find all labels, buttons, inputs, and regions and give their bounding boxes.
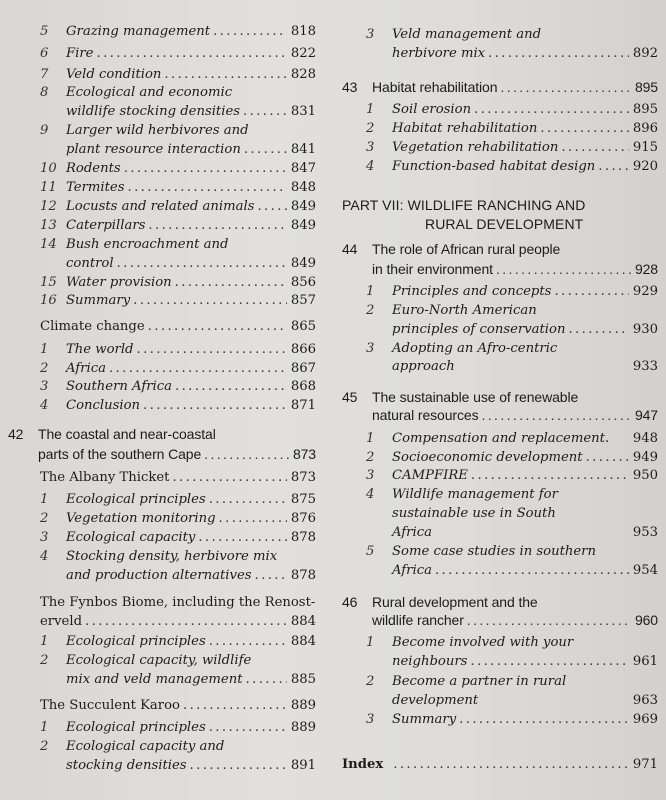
toc-section: Climate change ..... 865 <box>40 318 316 336</box>
toc-entry-line1: 14 Bush encroachment and <box>40 237 229 252</box>
toc-entry: principles of conservation ..... 930 <box>366 321 658 339</box>
part-heading-line2: RURAL DEVELOPMENT <box>425 216 584 232</box>
toc-entry: plant resource interaction ..... 841 <box>40 141 316 159</box>
toc-entry: development 963 <box>392 693 658 708</box>
toc-entry: 2 Socioeconomic development ..... 949 <box>366 449 658 467</box>
toc-entry: 3 Southern Africa ..... 868 <box>40 378 316 396</box>
toc-entry-line1: 4 Stocking density, herbivore mix <box>40 549 278 564</box>
toc-entry-line2: sustainable use in South <box>392 506 556 521</box>
toc-entry: 1 Principles and concepts ..... 929 <box>366 283 658 301</box>
chapter-heading-line1: 45 The sustainable use of renewable <box>342 389 579 405</box>
chapter-heading-line1: 44 The role of African rural people <box>342 241 561 257</box>
toc-entry-line1: 1 Become involved with your <box>366 635 574 650</box>
toc-entry: 1 Compensation and replacement. 948 <box>366 431 658 446</box>
toc-entry-line1: 2 Become a partner in rural <box>366 674 567 689</box>
toc-entry-line1: 2 Ecological capacity and <box>40 739 225 754</box>
toc-section: The Succulent Karoo ..... 889 <box>40 697 316 715</box>
toc-entry: 1 Ecological principles ..... 875 <box>40 491 316 509</box>
toc-entry: 1 Ecological principles ..... 889 <box>40 719 316 737</box>
toc-entry: neighbours ..... 961 <box>366 653 658 671</box>
toc-entry-line1: 9 Larger wild herbivores and <box>40 123 249 138</box>
toc-entry: 5 Grazing management ..... 818 <box>40 23 316 41</box>
toc-entry: and production alternatives ..... 878 <box>40 567 316 585</box>
toc-entry-line1: 2 Ecological capacity, wildlife <box>40 653 252 668</box>
toc-section-line1: The Fynbos Biome, including the Renost- <box>40 595 316 610</box>
toc-entry: control ..... 849 <box>40 255 316 273</box>
toc-entry: 3 Ecological capacity ..... 878 <box>40 529 316 547</box>
toc-entry: 3 CAMPFIRE ..... 950 <box>366 467 658 485</box>
chapter-heading: in their environment ..... 928 <box>342 260 658 278</box>
toc-entry: 1 The world ..... 866 <box>40 341 316 359</box>
chapter-heading: 43 Habitat rehabilitation ..... 895 <box>342 78 658 96</box>
toc-section: erveld ..... 884 <box>40 613 316 631</box>
toc-entry: 10 Rodents ..... 847 <box>40 160 316 178</box>
toc-entry: 2 Habitat rehabilitation ..... 896 <box>366 120 658 138</box>
toc-entry: 11 Termites ..... 848 <box>40 179 316 197</box>
chapter-heading: wildlife rancher ..... 960 <box>342 611 658 629</box>
toc-entry: 16 Summary ..... 857 <box>40 292 316 310</box>
toc-entry: stocking densities ..... 891 <box>40 757 316 775</box>
toc-entry: Africa 953 <box>392 525 658 540</box>
part-heading: PART VII: WILDLIFE RANCHING AND <box>342 197 586 213</box>
chapter-heading: parts of the southern Cape ..... 873 <box>8 445 316 463</box>
toc-entry: 12 Locusts and related animals ..... 849 <box>40 198 316 216</box>
toc-entry: 1 Ecological principles ..... 884 <box>40 633 316 651</box>
toc-entry: approach 933 <box>392 359 658 374</box>
toc-entry: 6 Fire ..... 822 <box>40 45 316 63</box>
toc-entry: 3 Vegetation rehabilitation ..... 915 <box>366 139 658 157</box>
toc-entry: 2 Africa ..... 867 <box>40 360 316 378</box>
toc-entry-line1: 8 Ecological and economic <box>40 85 233 100</box>
toc-entry-line1: 3 Veld management and <box>366 27 542 42</box>
toc-entry-line1: 4 Wildlife management for <box>366 487 558 502</box>
toc-entry: herbivore mix ..... 892 <box>366 45 658 63</box>
toc-entry-line1: 5 Some case studies in southern <box>366 544 596 559</box>
toc-entry: 3 Summary ..... 969 <box>366 711 658 729</box>
index-entry: Index ..... 971 <box>342 756 658 774</box>
toc-entry: 13 Caterpillars ..... 849 <box>40 217 316 235</box>
toc-entry: 15 Water provision ..... 856 <box>40 274 316 292</box>
toc-entry: mix and veld management ..... 885 <box>40 671 316 689</box>
chapter-heading-line1: 42 The coastal and near-coastal <box>8 426 216 442</box>
toc-entry: 7 Veld condition ..... 828 <box>40 66 316 84</box>
chapter-heading-line1: 46 Rural development and the <box>342 594 538 610</box>
toc-section: The Albany Thicket ..... 873 <box>40 469 316 487</box>
toc-entry: 4 Conclusion ..... 871 <box>40 397 316 415</box>
toc-entry-line1: 2 Euro-North American <box>366 303 537 318</box>
toc-entry: Africa ..... 954 <box>366 562 658 580</box>
toc-entry: 4 Function-based habitat design ..... 920 <box>366 158 658 176</box>
toc-entry: 2 Vegetation monitoring ..... 876 <box>40 510 316 528</box>
toc-entry-line1: 3 Adopting an Afro-centric <box>366 341 558 356</box>
toc-entry: 1 Soil erosion ..... 895 <box>366 101 658 119</box>
chapter-heading: natural resources ..... 947 <box>342 406 658 424</box>
toc-entry: wildlife stocking densities ..... 831 <box>40 103 316 121</box>
